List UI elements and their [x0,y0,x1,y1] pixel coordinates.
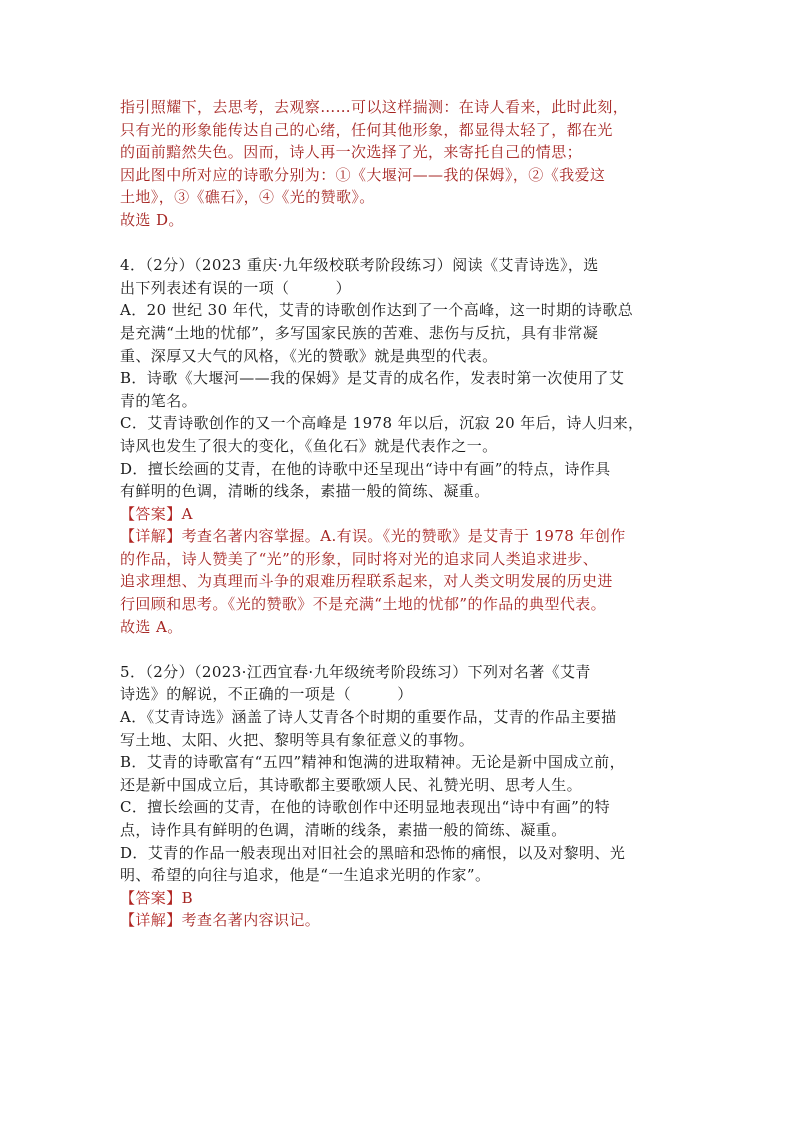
explanation-line: 土地》，③《礁石》，④《光的赞歌》。 [120,188,375,207]
q5-stem-line: 5．（2分）（2023·江西宜春·九年级统考阶段练习）下列对名著《艾青 [120,662,591,681]
q5-option-line: 还是新中国成立后，其诗歌都主要歌颂人民、礼赞光明、思考人生。 [120,775,583,794]
q4-detail-line: 行回顾和思考。《光的赞歌》不是充满“土地的忧郁”的作品的典型代表。 [120,595,607,614]
q4-option-line: 是充满“土地的忧郁”，多写国家民族的苦难、悲伤与反抗，具有非常凝 [120,323,599,342]
q4-detail-line: 的作品，诗人赞美了“光”的形象，同时将对光的追求同人类追求进步、 [120,549,599,568]
q4-option-line: 有鲜明的色调，清晰的线条，素描一般的简练、凝重。 [120,482,490,501]
spacer [120,232,690,255]
q4-option-line: B．诗歌《大堰河——我的保姆》是艾青的成名作，发表时第一次使用了艾 [120,369,625,388]
detail-tag: 【详解】 [120,911,182,930]
detail-text: 考查名著内容识记。 [181,911,321,930]
q4-detail-line: 追求理想、为真理而斗争的艰难历程联系起来，对人类文明发展的历史进 [120,572,613,591]
q4-option-line: D．擅长绘画的艾青，在他的诗歌中还呈现出“诗中有画”的特点，诗作具 [120,459,611,478]
q5-option-line: A．《艾青诗选》涵盖了诗人艾青各个时期的重要作品，艾青的作品主要描 [120,708,617,727]
q5-stem-line: 诗选》的解说，不正确的一项是（ ） [120,685,413,704]
document-content [120,96,690,932]
q4-detail [120,525,690,548]
q4-option-line: A．20 世纪 30 年代，艾青的诗歌创作达到了一个高峰，这一时期的诗歌总 [120,301,634,320]
q4-answer [120,503,690,526]
explanation-line: 因此图中所对应的诗歌分别为：①《大堰河——我的保姆》，②《我爱这 [120,165,606,184]
q4-conclusion: 故选 A。 [120,617,183,636]
q5-detail [120,909,690,932]
q5-option-line: D．艾青的作品一般表现出对旧社会的黑暗和恐怖的痛恨，以及对黎明、光 [120,843,626,862]
explanation-line: 只有光的形象能传达自己的心绪，任何其他形象，都显得太轻了，都在光 [120,120,613,139]
q5-option-line: 写土地、太阳、火把、黎明等具有象征意义的事物。 [120,730,475,749]
q4-option-line: C．艾青诗歌创作的又一个高峰是 1978 年以后，沉寂 20 年后，诗人归来， [120,414,644,433]
q4-stem-line: 出下列表述有误的一项（ ） [120,278,352,297]
q4-option-line: 青的笔名。 [120,391,198,410]
explanation-conclusion: 故选 D。 [120,210,184,229]
q5-option-line: B．艾青的诗歌富有“五四”精神和饱满的进取精神。无论是新中国成立前， [120,753,625,772]
q5-option-line: 点，诗作具有鲜明的色调，清晰的线条，素描一般的简练、凝重。 [120,821,567,839]
q4-stem-line: 4．（2分）（2023 重庆·九年级校联考阶段练习）阅读《艾青诗选》，选 [120,256,599,275]
q5-option-line: C．擅长绘画的艾青，在他的诗歌创作中还明显地表现出“诗中有画”的特 [120,798,611,817]
q4-option-line: 诗风也发生了很大的变化，《鱼化石》就是代表作之一。 [120,436,498,455]
q5-option-line: 明、希望的向往与追求，他是“一生追求光明的作家”。 [120,866,491,885]
detail-text: 考查名著内容掌握。A.有误。《光的赞歌》是艾青于 1978 年创作 [181,527,626,546]
explanation-line: 指引照耀下，去思考，去观察……可以这样揣测：在诗人看来，此时此刻， [120,98,629,116]
answer-value: B [181,888,194,907]
q5-answer [120,887,690,910]
detail-tag: 【详解】 [120,527,182,546]
answer-tag: 【答案】 [120,504,182,523]
spacer [120,638,690,661]
answer-tag: 【答案】 [120,888,182,907]
q4-option-line: 重、深厚又大气的风格，《光的赞歌》就是典型的代表。 [120,346,498,365]
answer-value: A [181,504,193,523]
explanation-line: 的面前黯然失色。因而，诗人再一次选择了光，来寄托自己的情思； [120,143,583,162]
